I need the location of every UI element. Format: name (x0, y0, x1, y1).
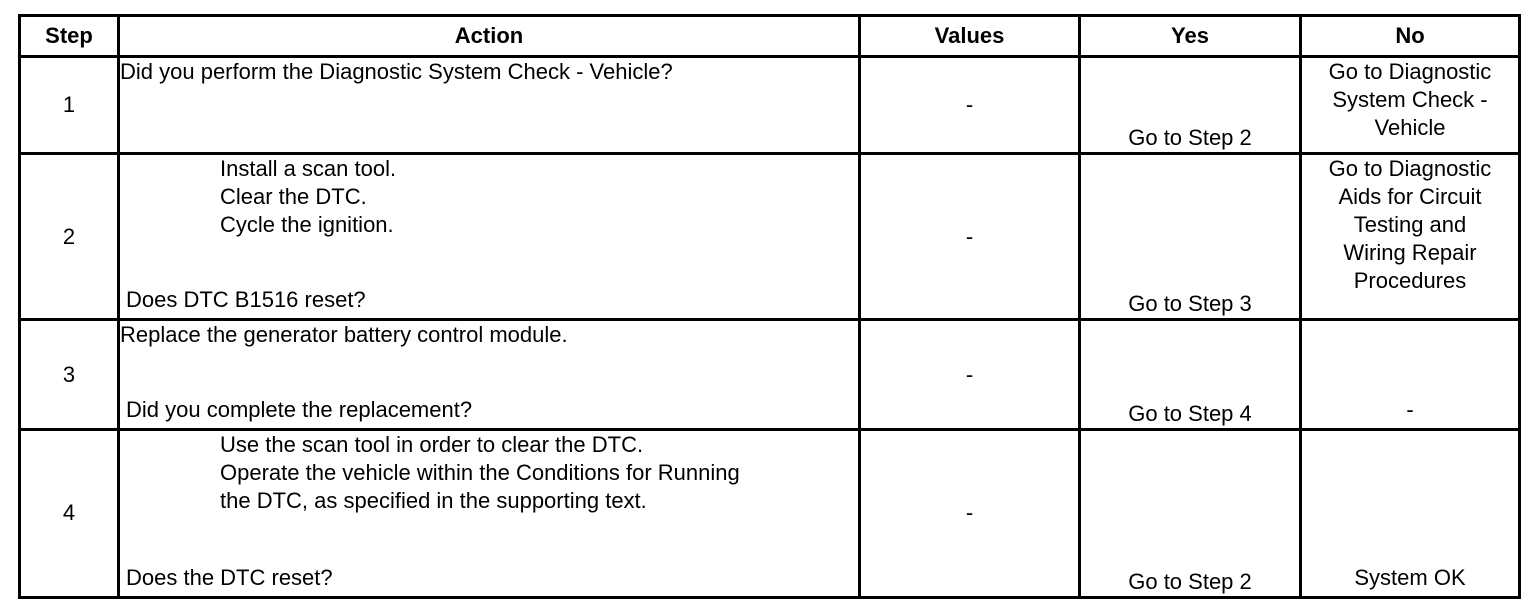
action-step: Cycle the ignition. (220, 212, 394, 238)
no-cell: System OK (1301, 429, 1520, 597)
values-cell: - (860, 429, 1080, 597)
no-line: Go to Diagnostic (1328, 59, 1492, 84)
no-cell (1301, 154, 1520, 320)
action-question: Does the DTC reset? (126, 565, 333, 590)
no-line: System Check - (1332, 87, 1488, 112)
action-step: Operate the vehicle within the Conditions for Running (220, 459, 740, 485)
no-line: Go to Diagnostic (1328, 156, 1492, 182)
header-values: Values (860, 16, 1080, 57)
header-row (20, 16, 1520, 57)
header-action: Action (119, 16, 860, 57)
diagnostic-table (18, 14, 1521, 599)
table-row (20, 429, 1520, 597)
step-number: 4 (20, 429, 119, 597)
values-cell: - (860, 154, 1080, 320)
action-steps (120, 431, 858, 515)
action-step: Clear the DTC. (220, 184, 367, 210)
yes-cell: Go to Step 4 (1080, 320, 1301, 429)
values-cell: - (860, 57, 1080, 154)
action-step: Install a scan tool. (220, 156, 397, 182)
no-cell (1301, 57, 1520, 154)
action-cell (119, 429, 860, 597)
table-row (20, 320, 1520, 429)
table-row (20, 154, 1520, 320)
action-question: Does DTC B1516 reset? (126, 287, 366, 313)
no-line: Vehicle (1374, 115, 1446, 140)
header-yes: Yes (1080, 16, 1301, 57)
action-text: Did you perform the Diagnostic System Check - Vehicle? (120, 59, 673, 84)
header-no: No (1301, 16, 1520, 57)
no-cell: - (1301, 320, 1520, 429)
yes-cell: Go to Step 2 (1080, 429, 1301, 597)
yes-cell: Go to Step 2 (1080, 57, 1301, 154)
no-line: Wiring Repair (1343, 240, 1477, 266)
action-question: Did you complete the replacement? (126, 396, 473, 422)
action-cell (119, 57, 860, 154)
action-cell (119, 320, 860, 429)
values-cell: - (860, 320, 1080, 429)
header-step: Step (20, 16, 119, 57)
action-step: Use the scan tool in order to clear the DTC. (220, 431, 644, 457)
table-row (20, 57, 1520, 154)
yes-cell: Go to Step 3 (1080, 154, 1301, 320)
step-number: 3 (20, 320, 119, 429)
action-steps (120, 155, 858, 239)
action-step: the DTC, as specified in the supporting text. (220, 487, 647, 513)
no-line: Aids for Circuit (1338, 184, 1482, 210)
no-line: Testing and (1353, 212, 1467, 238)
no-line: Procedures (1353, 268, 1467, 294)
action-cell (119, 154, 860, 320)
step-number: 2 (20, 154, 119, 320)
step-number: 1 (20, 57, 119, 154)
action-text: Replace the generator battery control module. (120, 322, 568, 348)
